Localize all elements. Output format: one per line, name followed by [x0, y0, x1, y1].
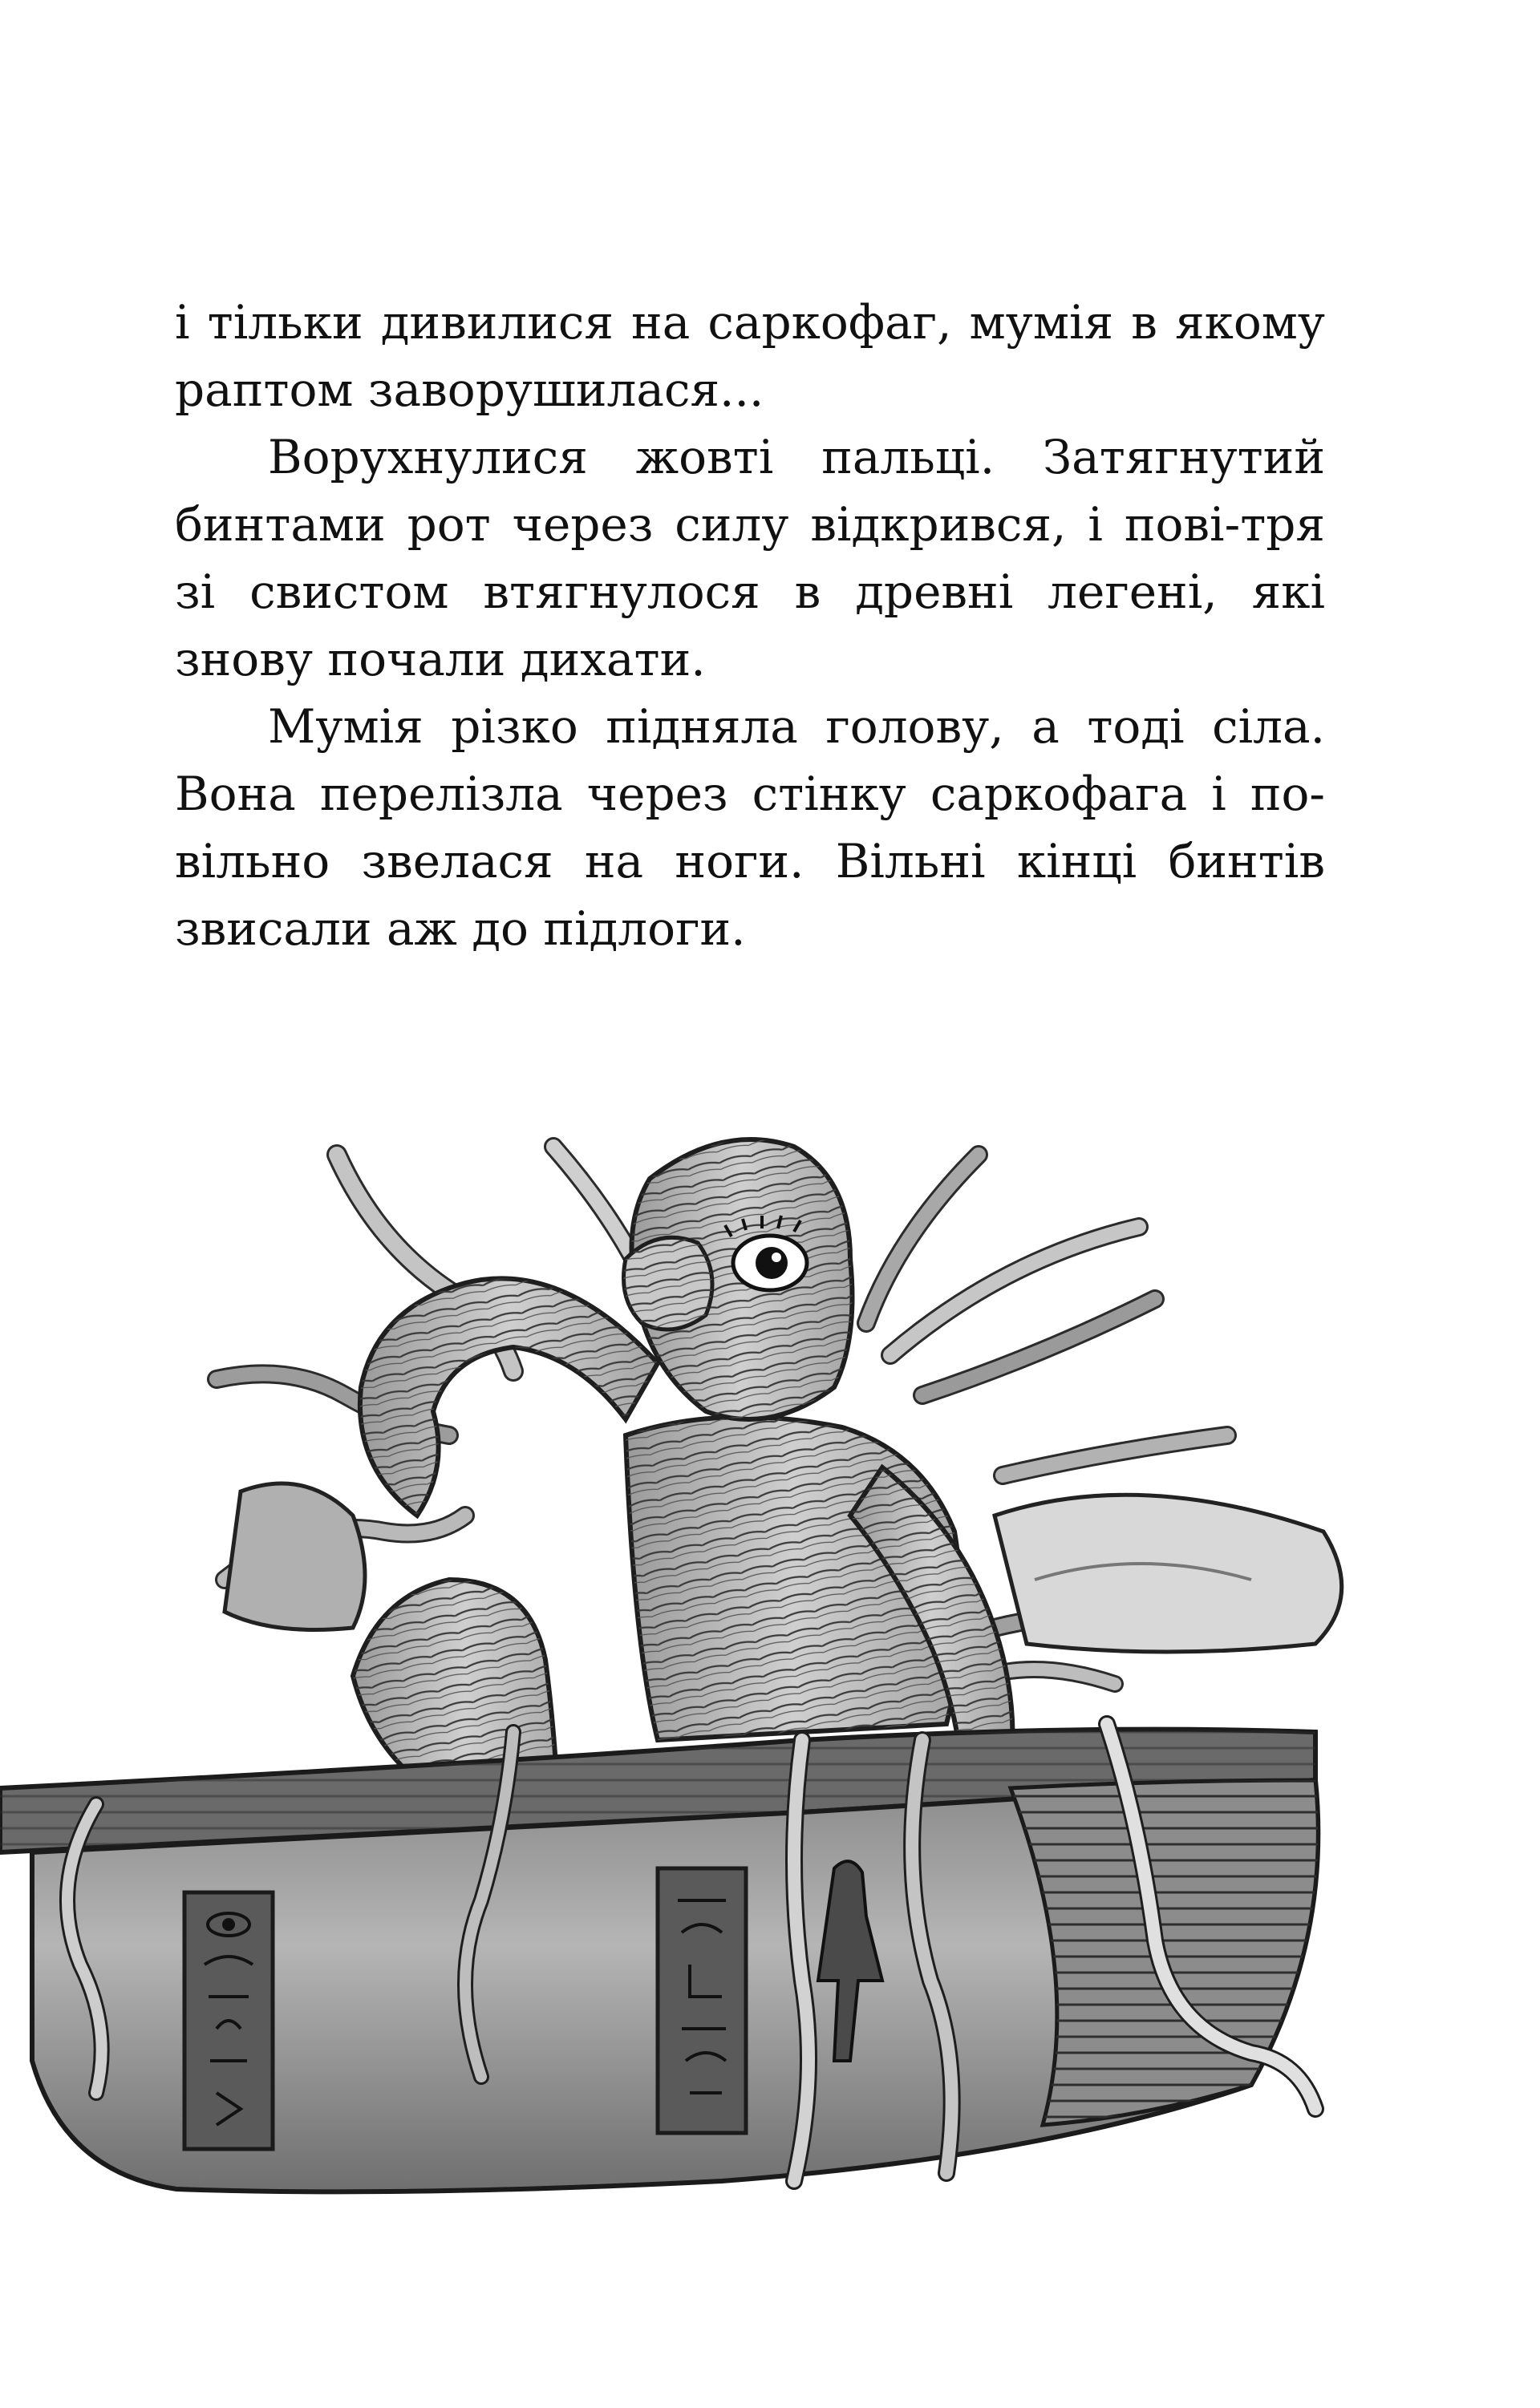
- paragraph-2: Ворухнулися жовті пальці. Затягнутий бинтами рот через силу відкрився, і пові-тря зі свистом втягнулося в древні легені, які знову почали дихати.: [175, 430, 1325, 686]
- paragraph-1: і тільки дивилися на саркофаг, мумія в якому раптом заворушилася...: [175, 295, 1325, 417]
- mummy-illustration: [0, 1018, 1540, 2408]
- paragraph-3: Мумія різко підняла голову, а тоді сіла. Вона перелізла через стінку саркофага і по-вільно звелася на ноги. Вільні кінці бинтів звисали аж до підлоги.: [175, 699, 1325, 956]
- story-text: [175, 289, 1325, 962]
